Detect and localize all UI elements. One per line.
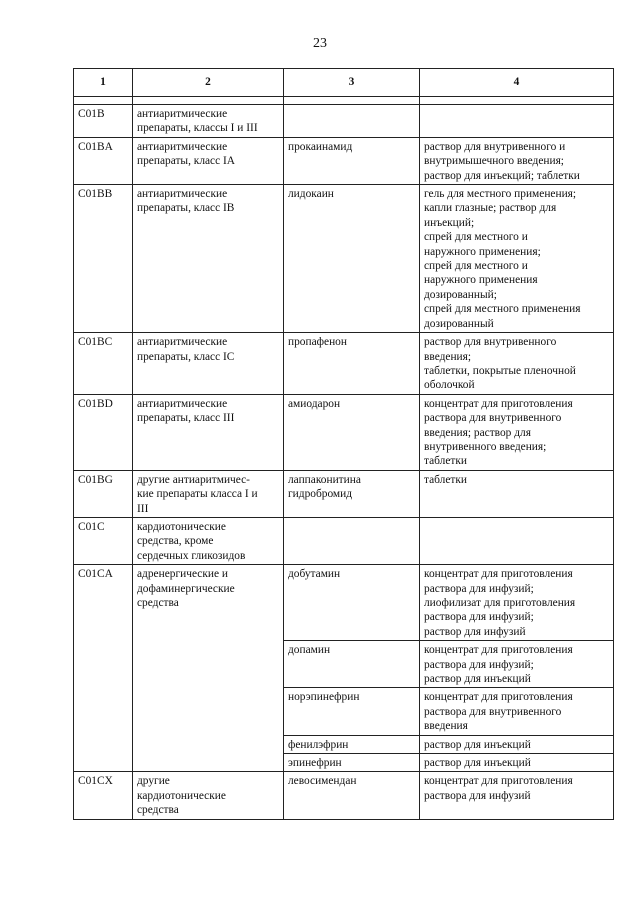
group-name: другие антиаритмичес- кие препараты класса I и III — [137, 473, 258, 515]
drug-name: левосимендан — [288, 775, 357, 788]
drug-name-cell — [284, 735, 420, 753]
group-cell — [133, 185, 284, 333]
table-row — [74, 565, 614, 641]
drug-name: добутамин — [288, 568, 341, 581]
drug-name-cell — [284, 105, 420, 138]
atc-code: C01BC — [78, 336, 113, 349]
dosage-form: концентрат для приготовления раствора для внутривенного введения; раствор для внутривенного введения; таблетки — [424, 397, 573, 468]
drug-name: пропафенон — [288, 336, 347, 349]
dosage-form-cell — [420, 394, 614, 470]
dosage-form-cell — [420, 754, 614, 772]
drug-name-cell — [284, 517, 420, 564]
group-name: антиаритмические препараты, класс III — [137, 397, 235, 425]
atc-code-cell — [74, 517, 133, 564]
atc-code-cell — [74, 565, 133, 772]
dosage-form: таблетки — [424, 473, 468, 486]
drug-name-cell — [284, 185, 420, 333]
column-header: 3 — [284, 69, 420, 97]
dosage-form: гель для местного применения; капли глазные; раствор для инъекций; спрей для местного и наружного применения; спрей для местного и наружного применения дозированный; спрей для местного применения дозированный — [424, 188, 581, 330]
drug-table — [73, 68, 614, 820]
atc-code: C01C — [78, 520, 105, 533]
dosage-form-cell — [420, 333, 614, 395]
group-cell — [133, 517, 284, 564]
drug-name: лаппаконитина гидробромид — [288, 473, 361, 501]
table-body — [74, 97, 614, 820]
table-row — [74, 394, 614, 470]
drug-name: эпинефрин — [288, 757, 342, 770]
group-cell — [133, 772, 284, 819]
atc-code: C01CA — [78, 568, 113, 581]
atc-code-cell — [74, 185, 133, 333]
spacer-row — [74, 97, 614, 105]
table-row — [74, 105, 614, 138]
drug-name: фенилэфрин — [288, 738, 349, 751]
atc-code-cell — [74, 394, 133, 470]
atc-code: C01BA — [78, 140, 113, 153]
dosage-form-cell — [420, 185, 614, 333]
group-cell — [133, 565, 284, 772]
dosage-form: раствор для внутривенного введения; таблетки, покрытые пленочной оболочкой — [424, 336, 576, 392]
drug-name-cell — [284, 394, 420, 470]
dosage-form-cell — [420, 470, 614, 517]
group-name: адренергические и дофаминергические средства — [137, 568, 235, 609]
dosage-form-cell — [420, 688, 614, 735]
atc-code-cell — [74, 470, 133, 517]
header-row — [74, 69, 614, 97]
group-name: другие кардиотонические средства — [137, 775, 226, 817]
atc-code: C01B — [78, 108, 105, 120]
group-cell — [133, 105, 284, 138]
drug-name-cell — [284, 772, 420, 819]
table-row — [74, 470, 614, 517]
dosage-form-cell — [420, 735, 614, 753]
drug-name: лидокаин — [288, 188, 334, 201]
drug-name: допамин — [288, 644, 331, 657]
drug-name-cell — [284, 470, 420, 517]
dosage-form: концентрат для приготовления раствора для инфузий — [424, 775, 573, 802]
dosage-form-cell — [420, 517, 614, 564]
drug-name: прокаинамид — [288, 140, 353, 153]
dosage-form: раствор для инъекций — [424, 738, 531, 751]
dosage-form-cell — [420, 137, 614, 184]
group-name: антиаритмические препараты, класс IC — [137, 336, 235, 363]
drug-name-cell — [284, 565, 420, 641]
page-number: 23 — [313, 36, 327, 51]
column-header: 2 — [133, 69, 284, 97]
drug-name-cell — [284, 754, 420, 772]
dosage-form: раствор для внутривенного и внутримышечного введения; раствор для инъекций; таблетки — [424, 140, 580, 182]
drug-name: амиодарон — [288, 397, 341, 410]
dosage-form: концентрат для приготовления раствора для внутривенного введения — [424, 691, 573, 733]
group-cell — [133, 333, 284, 395]
atc-code: C01BD — [78, 397, 113, 410]
atc-code-cell — [74, 333, 133, 395]
atc-code: C01BG — [78, 473, 113, 486]
dosage-form: концентрат для приготовления раствора для инфузий; раствор для инъекций — [424, 644, 573, 686]
dosage-form-cell — [420, 565, 614, 641]
dosage-form-cell — [420, 772, 614, 819]
group-cell — [133, 470, 284, 517]
group-cell — [133, 137, 284, 184]
table-row — [74, 772, 614, 819]
group-name: кардиотонические средства, кроме сердечных гликозидов — [137, 520, 246, 562]
group-name: антиаритмические препараты, классы I и III — [137, 108, 258, 135]
table-row — [74, 137, 614, 184]
column-header: 1 — [74, 69, 133, 97]
group-cell — [133, 394, 284, 470]
dosage-form-cell — [420, 105, 614, 138]
atc-code-cell — [74, 137, 133, 184]
table-row — [74, 517, 614, 564]
drug-name: норэпинефрин — [288, 691, 360, 704]
drug-name-cell — [284, 688, 420, 735]
drug-name-cell — [284, 137, 420, 184]
atc-code-cell — [74, 105, 133, 138]
atc-code: C01CX — [78, 775, 113, 788]
drug-name-cell — [284, 641, 420, 688]
group-name: антиаритмические препараты, класс IA — [137, 140, 236, 168]
dosage-form-cell — [420, 641, 614, 688]
group-name: антиаритмические препараты, класс IB — [137, 188, 235, 215]
drug-name-cell — [284, 333, 420, 395]
dosage-form: раствор для инъекций — [424, 757, 531, 770]
table-row — [74, 185, 614, 333]
atc-code-cell — [74, 772, 133, 819]
column-header: 4 — [420, 69, 614, 97]
table-row — [74, 333, 614, 395]
dosage-form: концентрат для приготовления раствора для инфузий; лиофилизат для приготовления раствора для инфузий; раствор для инфузий — [424, 568, 576, 638]
atc-code: C01BB — [78, 188, 113, 201]
